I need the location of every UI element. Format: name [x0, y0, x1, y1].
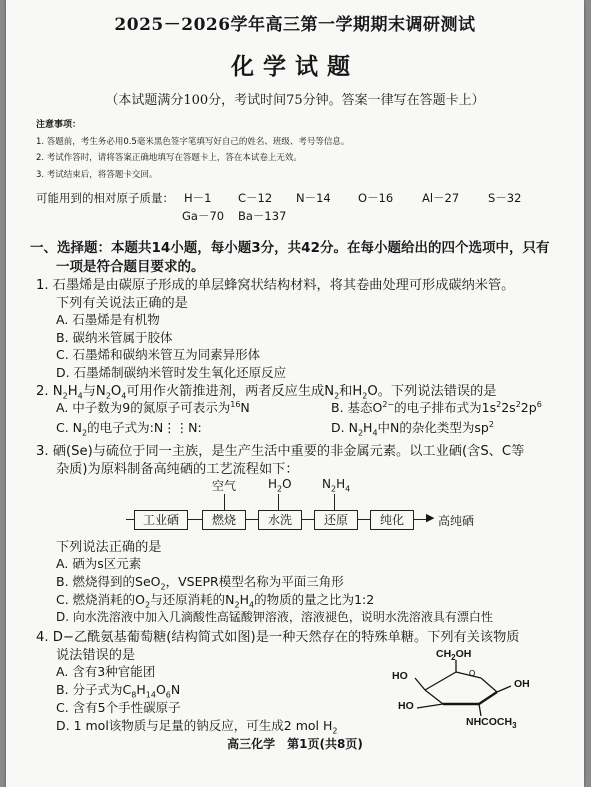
atomic-mass-h: H－1: [184, 191, 212, 205]
q3-option-c: C. 燃烧消耗的$O_2$与还原消耗的$N_2H_4$的物质的量之比为1:2: [56, 592, 375, 610]
q2-stem: 2. $N_2H_4$与$N_2O_4$可用作火箭推进剂，两者反应生成$N_2$和$H_2O$。下列说法错误的是: [36, 384, 497, 401]
q3-stem-cont: 杂质)为原料制备高纯硒的工艺流程如下：: [56, 462, 299, 477]
flow-step-industrial-se: 工业硒: [134, 510, 188, 530]
atomic-mass-o: O－16: [358, 191, 394, 205]
ho-label-1: HO: [392, 670, 408, 682]
reagent-air-line: [224, 494, 225, 510]
atomic-mass-al: Al－27: [422, 191, 460, 205]
q4-stem-cont: 说法错误的是: [56, 648, 136, 663]
ch2oh-label: $CH_2OH$: [436, 648, 472, 663]
section-heading-line1: 一、选择题：本题共14小题，每小题3分，共42分。在每小题给出的四个选项中，只有: [30, 240, 550, 256]
q1-option-a: A. 石墨烯是有机物: [56, 312, 160, 327]
reagent-air: 空气: [212, 479, 237, 493]
q2-option-b: B. 基态$O^{2-}$的电子排布式为$1s^22s^22p^6$: [331, 399, 542, 415]
q3-option-a: A. 硒为s区元素: [56, 556, 142, 571]
section-heading-line2: 一项是符合题目要求的。: [56, 259, 205, 275]
notice-item-1: 1. 答题前，考生务必用0.5毫米黑色签字笔填写好自己的姓名、班级、考号等信息。: [36, 137, 350, 147]
q4-option-c: C. 含有5个手性碳原子: [56, 700, 181, 715]
atomic-mass-label: 可能用到的相对原子质量：: [36, 191, 174, 205]
exam-page: [6, 0, 584, 787]
reagent-hydrazine-line: [334, 494, 335, 510]
atomic-mass-n: N－14: [296, 191, 331, 205]
atomic-mass-c: C－12: [238, 191, 273, 205]
q1-option-b: B. 碳纳米管属于胶体: [56, 330, 173, 345]
flow-step-combustion: 燃烧: [202, 510, 246, 530]
notice-item-3: 3. 考试结束后，将答题卡交回。: [36, 170, 158, 180]
q4-option-b: B. 分子式为$C_8H_{14}O_6N$: [56, 682, 181, 700]
q3-stem-question: 下列说法正确的是: [56, 540, 162, 555]
nhcoch3-label: $NHCOCH_3$: [466, 716, 517, 731]
q1-option-c: C. 石墨烯和碳纳米管互为同素异形体: [56, 347, 261, 362]
ho-label-2: HO: [398, 700, 414, 712]
q3-option-d: D. 向水洗溶液中加入几滴酸性高锰酸钾溶液，溶液褪色，说明水洗溶液具有漂白性: [56, 610, 493, 624]
q2-option-a: A. 中子数为9的氮原子可表示为$^{16}$N: [56, 399, 250, 415]
flow-product: 高纯硒: [438, 514, 475, 528]
reagent-water-line: [278, 494, 279, 510]
ring-oxygen-label: O: [469, 669, 476, 678]
q2-option-c: C. $N_2$的电子式为:N⋮⋮N:: [56, 420, 202, 438]
page-footer: 高三化学 第1页(共8页): [227, 737, 363, 751]
atomic-mass-ga: Ga－70: [182, 209, 225, 223]
atomic-mass-ba: Ba－137: [238, 209, 287, 223]
oh-label: OH: [514, 678, 530, 690]
exam-title: 2025－2026学年高三第一学期期末调研测试: [114, 15, 476, 35]
q4-option-d: D. 1 mol该物质与足量的钠反应，可生成2 mol $H_2$: [56, 718, 338, 736]
notice-item-2: 2. 考试作答时，请将答案正确地填写在答题卡上，答在本试卷上无效。: [36, 153, 302, 163]
q1-stem: 1. 石墨烯是由碳原子形成的单层蜂窝状结构材料，将其卷曲处理可形成碳纳米管。: [36, 278, 515, 293]
flow-step-reduction: 还原: [314, 510, 358, 530]
q4-option-a: A. 含有3种官能团: [56, 664, 156, 679]
q3-option-b: B. 燃烧得到的SeO$_2$，VSEPR模型名称为平面三角形: [56, 574, 344, 592]
flow-step-washing: 水洗: [258, 510, 302, 530]
reagent-hydrazine: $N_2H_4$: [322, 477, 351, 494]
flow-step-purification: 纯化: [370, 510, 414, 530]
reagent-water: $H_2O$: [268, 477, 292, 494]
notice-heading: 注意事项：: [36, 120, 82, 130]
q2-option-d: D. $N_2H_4$中N的杂化类型为$sp^2$: [331, 419, 494, 438]
subject-title: 化学试题: [231, 53, 359, 80]
q4-stem: 4. D−乙酰氨基葡萄糖(结构简式如图)是一种天然存在的特殊单糖。下列有关该物质: [36, 630, 520, 645]
flow-arrow-head: ▶: [426, 511, 435, 524]
q3-stem: 3. 硒(Se)与硫位于同一主族，是生产生活中重要的非金属元素。以工业硒(含S、C等: [36, 444, 525, 459]
q1-stem-cont: 下列有关说法正确的是: [56, 296, 188, 311]
atomic-mass-s: S－32: [488, 191, 522, 205]
exam-subtitle: （本试题满分100分，考试时间75分钟。答案一律写在答题卡上）: [105, 93, 485, 108]
q1-option-d: D. 石墨烯制碳纳米管时发生氧化还原反应: [56, 365, 287, 380]
